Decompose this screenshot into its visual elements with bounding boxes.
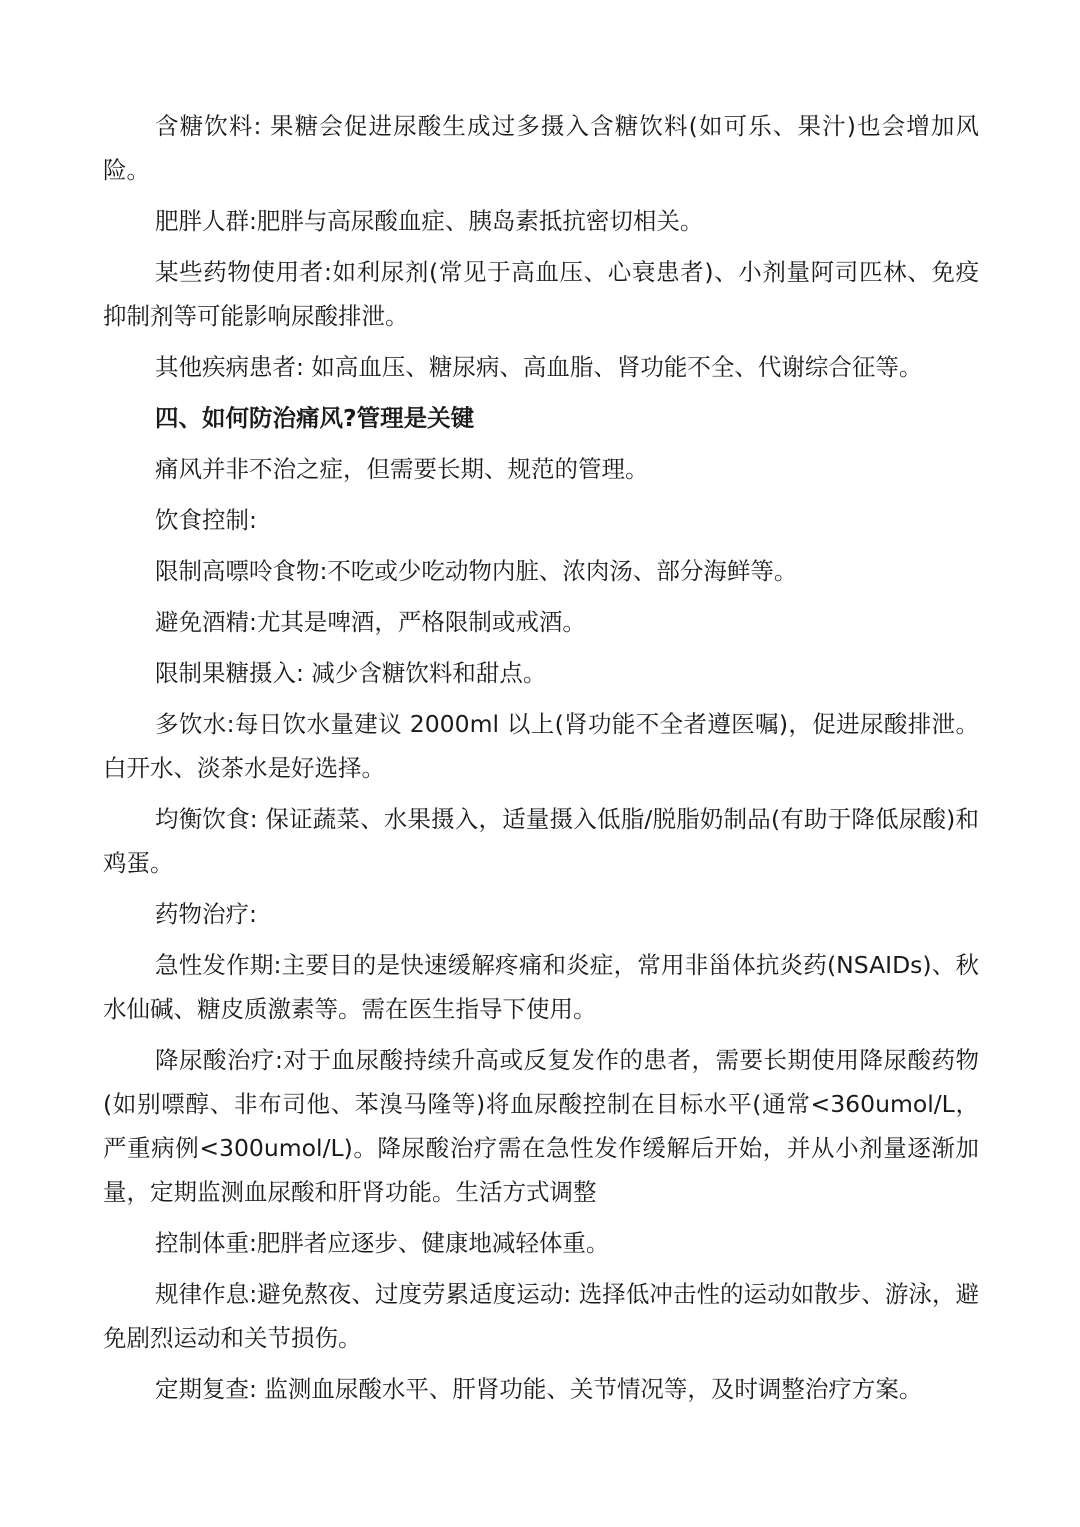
paragraph-acute-phase: 急性发作期:主要目的是快速缓解疼痛和炎症，常用非甾体抗炎药(NSAIDs)、秋水仙碱、糖皮质激素等。需在医生指导下使用。 (103, 951, 979, 1023)
paragraph-intro-management: 痛风并非不治之症，但需要长期、规范的管理。 (155, 455, 649, 483)
paragraph-regular-routine: 规律作息:避免熬夜、过度劳累适度运动: 选择低冲击性的运动如散步、游泳，避免剧烈运动和关节损伤。 (103, 1280, 979, 1352)
paragraph-other-diseases: 其他疾病患者: 如高血压、糖尿病、高血脂、肾功能不全、代谢综合征等。 (155, 353, 923, 381)
subheading-diet-control: 饮食控制: (155, 506, 257, 534)
paragraph-urate-lowering: 降尿酸治疗:对于血尿酸持续升高或反复发作的患者，需要长期使用降尿酸药物(如别嘌醇、非布司他、苯溴马隆等)将血尿酸控制在目标水平(通常<360umol/L，严重病例<300umol/L)。降尿酸治疗需在急性发作缓解后开始，并从小剂量逐渐加量，定期监测血尿酸和肝肾功能。生活方式调整 (103, 1046, 979, 1206)
paragraph-limit-purine: 限制高嘌呤食物:不吃或少吃动物内脏、浓肉汤、部分海鲜等。 (155, 557, 798, 585)
paragraph-sugary-drinks: 含糖饮料: 果糖会促进尿酸生成过多摄入含糖饮料(如可乐、果汁)也会增加风险。 (103, 112, 979, 184)
paragraph-avoid-alcohol: 避免酒精:尤其是啤酒，严格限制或戒酒。 (155, 608, 586, 636)
paragraph-limit-fructose: 限制果糖摄入: 减少含糖饮料和甜点。 (155, 659, 547, 687)
document-page (103, 104, 979, 1418)
paragraph-medication-users: 某些药物使用者:如利尿剂(常见于高血压、心衰患者)、小剂量阿司匹林、免疫抑制剂等可能影响尿酸排泄。 (103, 258, 979, 330)
paragraph-drink-water: 多饮水:每日饮水量建议 2000ml 以上(肾功能不全者遵医嘱)，促进尿酸排泄。白开水、淡茶水是好选择。 (103, 710, 979, 782)
paragraph-obesity: 肥胖人群:肥胖与高尿酸血症、胰岛素抵抗密切相关。 (155, 207, 704, 235)
section-heading-prevention: 四、如何防治痛风?管理是关键 (155, 404, 475, 432)
paragraph-weight-control: 控制体重:肥胖者应逐步、健康地减轻体重。 (155, 1229, 610, 1257)
paragraph-regular-checkup: 定期复查: 监测血尿酸水平、肝肾功能、关节情况等，及时调整治疗方案。 (155, 1375, 923, 1403)
paragraph-balanced-diet: 均衡饮食: 保证蔬菜、水果摄入，适量摄入低脂/脱脂奶制品(有助于降低尿酸)和鸡蛋。 (103, 805, 979, 877)
subheading-drug-therapy: 药物治疗: (155, 900, 257, 928)
